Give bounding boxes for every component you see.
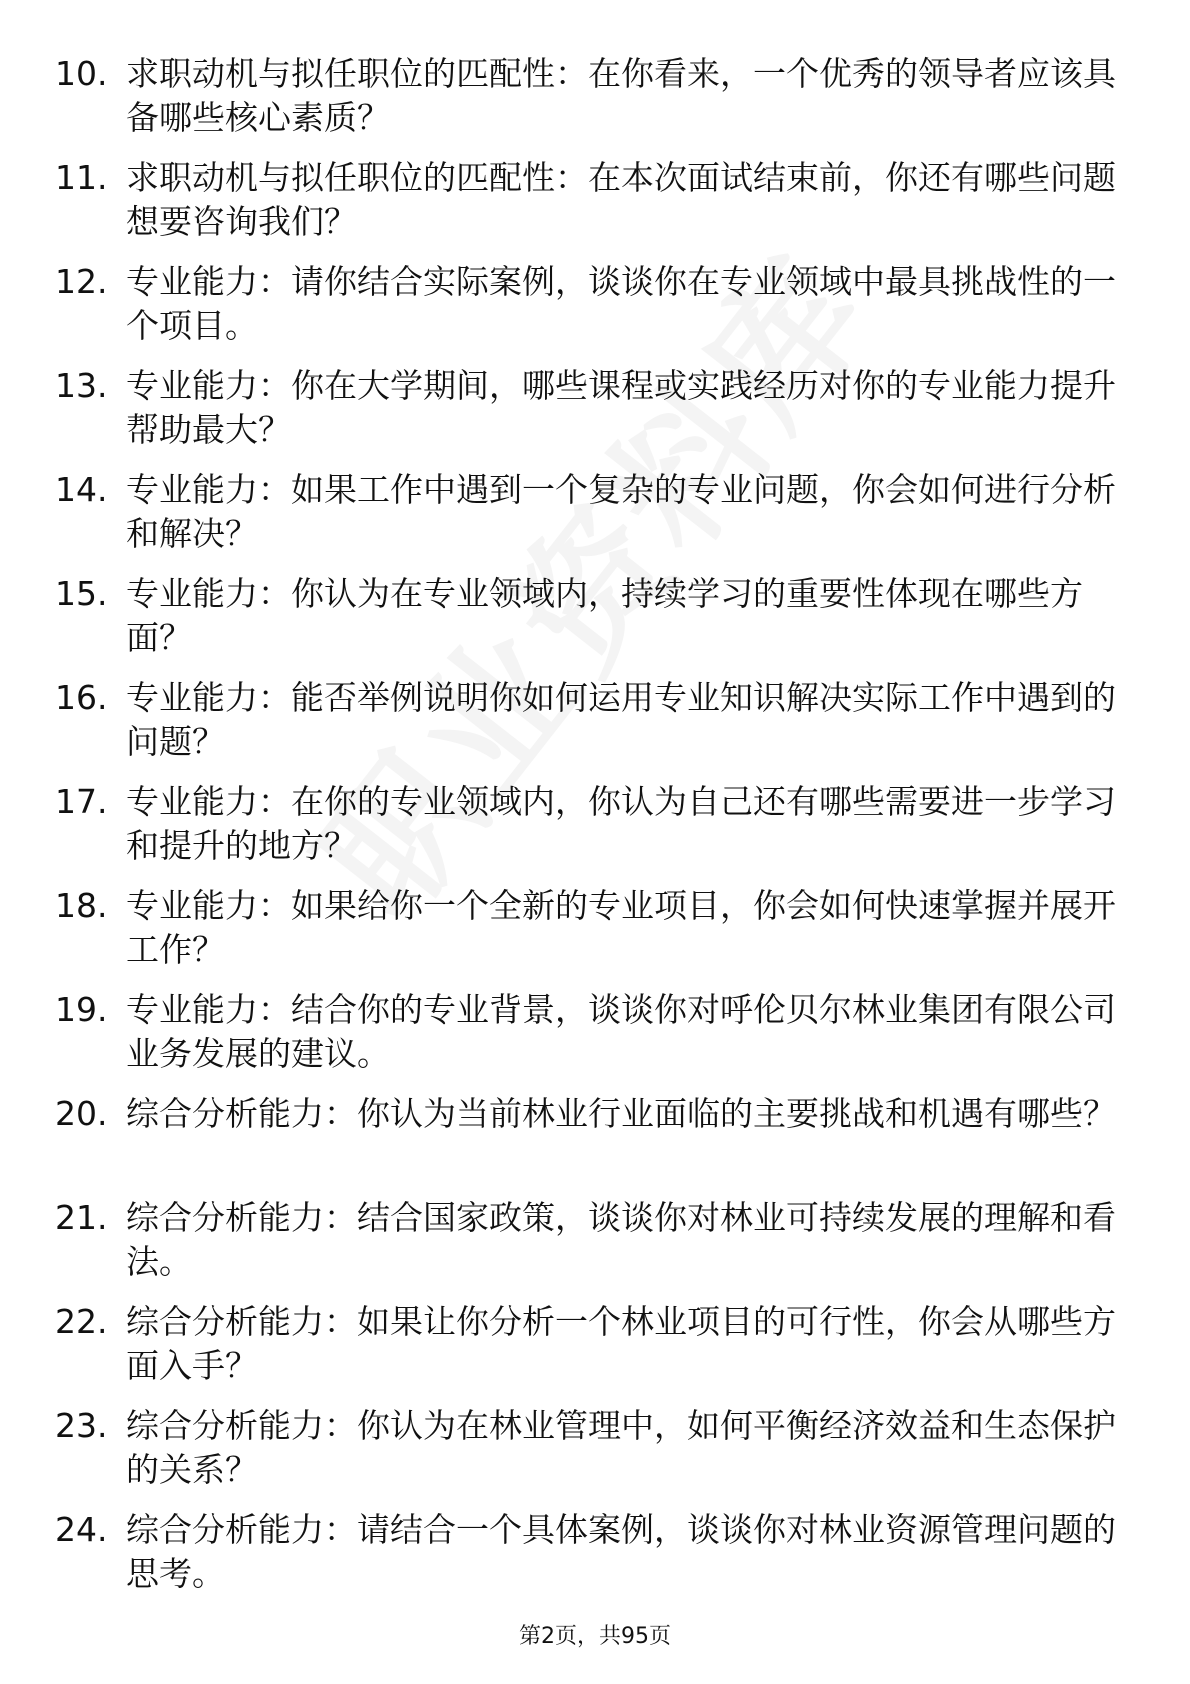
question-item: [0, 468, 1190, 572]
question-item: [0, 1300, 1190, 1404]
question-text: 专业能力：你在大学期间，哪些课程或实践经历对你的专业能力提升帮助最大？: [126, 366, 1116, 449]
question-number: 10.: [55, 54, 108, 93]
question-text: 专业能力：如果给你一个全新的专业项目，你会如何快速掌握并展开工作？: [126, 886, 1116, 969]
question-number: 21.: [55, 1198, 108, 1237]
question-text: 专业能力：如果工作中遇到一个复杂的专业问题，你会如何进行分析和解决？: [126, 470, 1116, 553]
question-item: [0, 988, 1190, 1092]
page-number-label: 第2页，共95页: [519, 1624, 671, 1649]
question-number: 20.: [55, 1094, 108, 1133]
question-number: 18.: [55, 886, 108, 925]
question-text: 求职动机与拟任职位的匹配性：在你看来，一个优秀的领导者应该具备哪些核心素质？: [126, 54, 1116, 137]
question-item: [0, 1092, 1190, 1196]
question-item: [0, 780, 1190, 884]
question-item: [0, 260, 1190, 364]
question-number: 14.: [55, 470, 108, 509]
question-text: 求职动机与拟任职位的匹配性：在本次面试结束前，你还有哪些问题想要咨询我们？: [126, 158, 1116, 241]
question-item: [0, 364, 1190, 468]
question-number: 24.: [55, 1510, 108, 1549]
question-list: [0, 52, 1190, 1612]
question-text: 综合分析能力：结合国家政策，谈谈你对林业可持续发展的理解和看法。: [126, 1198, 1116, 1281]
question-number: 13.: [55, 366, 108, 405]
page-footer: [0, 1623, 1190, 1651]
question-text: 综合分析能力：如果让你分析一个林业项目的可行性，你会从哪些方面入手？: [126, 1302, 1116, 1385]
question-item: [0, 156, 1190, 260]
question-item: [0, 52, 1190, 156]
question-item: [0, 1404, 1190, 1508]
question-number: 16.: [55, 678, 108, 717]
question-text: 专业能力：结合你的专业背景，谈谈你对呼伦贝尔林业集团有限公司业务发展的建议。: [126, 990, 1116, 1073]
question-item: [0, 676, 1190, 780]
question-item: [0, 572, 1190, 676]
question-item: [0, 1196, 1190, 1300]
question-number: 12.: [55, 262, 108, 301]
question-item: [0, 884, 1190, 988]
question-text: 综合分析能力：你认为在林业管理中，如何平衡经济效益和生态保护的关系？: [126, 1406, 1116, 1489]
question-number: 19.: [55, 990, 108, 1029]
question-number: 23.: [55, 1406, 108, 1445]
question-text: 综合分析能力：你认为当前林业行业面临的主要挑战和机遇有哪些？: [126, 1094, 1116, 1133]
question-number: 15.: [55, 574, 108, 613]
question-text: 专业能力：请你结合实际案例，谈谈你在专业领域中最具挑战性的一个项目。: [126, 262, 1116, 345]
question-number: 22.: [55, 1302, 108, 1341]
question-item: [0, 1508, 1190, 1612]
question-text: 专业能力：你认为在专业领域内，持续学习的重要性体现在哪些方面？: [126, 574, 1083, 657]
question-number: 17.: [55, 782, 108, 821]
question-text: 专业能力：能否举例说明你如何运用专业知识解决实际工作中遇到的问题？: [126, 678, 1116, 761]
question-text: 综合分析能力：请结合一个具体案例，谈谈你对林业资源管理问题的思考。: [126, 1510, 1116, 1593]
question-number: 11.: [55, 158, 108, 197]
question-text: 专业能力：在你的专业领域内，你认为自己还有哪些需要进一步学习和提升的地方？: [126, 782, 1116, 865]
